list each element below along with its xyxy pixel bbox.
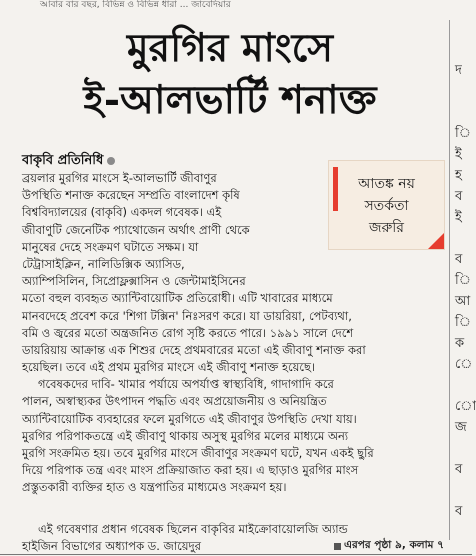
adjacent-column-glyph: ই bbox=[455, 147, 462, 162]
adjacent-column-glyph: দ bbox=[455, 63, 462, 78]
pull-quote-line-3: জরুরি bbox=[369, 220, 404, 236]
continued-on-page[interactable] bbox=[334, 538, 444, 555]
body-line: বমি ও জ্বরের মতো অন্ত্রজনিত রোগ সৃষ্টি করতে পারে। ১৯৯১ সালে দেশে bbox=[22, 325, 354, 340]
adjacent-column-glyph bbox=[455, 81, 472, 102]
bottom-divider bbox=[0, 554, 472, 555]
body-line: মতো বহুল ব্যবহৃত অ্যান্টিবায়োটিক প্রতিরোধী। এটি খাবারের মাধ্যমে bbox=[22, 291, 333, 306]
body-line: হয়েছিল। তবে এই প্রথম মুরগির মাংসে এই জীবাণু শনাক্ত হয়েছে। bbox=[22, 360, 316, 375]
continued-label: এরপর পৃষ্ঠা ৯, কলাম ৭ bbox=[344, 539, 444, 551]
adjacent-column-glyph: ি bbox=[455, 315, 471, 330]
adjacent-column-glyph: ি bbox=[455, 273, 471, 288]
adjacent-column-glyph: ব bbox=[455, 462, 463, 477]
body-line: উপস্থিতি শনাক্ত করেছেন সম্প্রতি বাংলাদেশ কৃষি bbox=[22, 188, 240, 203]
body-line: ডায়রিয়ায় আক্রান্ত এক শিশুর দেহে প্রথমবারের মতো এই জীবাণু শনাক্ত করা bbox=[22, 342, 366, 357]
body-line: দিয়ে পরিপাক তন্ত্র এবং মাংস প্রক্রিয়াজাত করা হয়। এ ছাড়াও মুরগির মাংস bbox=[22, 463, 359, 478]
adjacent-column-glyph: ক bbox=[455, 336, 465, 351]
adjacent-column-glyph bbox=[455, 480, 472, 501]
article-footer bbox=[22, 521, 444, 555]
body-line: পালন, অস্বাস্থ্যকর উৎপাদন পদ্ধতি এবং অপ্রয়োজনীয় ও অনিয়ন্ত্রিত bbox=[22, 394, 327, 409]
headline-line-1: মুরগির মাংসে bbox=[126, 25, 334, 71]
body-line: টেট্রাসাইক্লিন, নালিডিক্সিক অ্যাসিড, bbox=[22, 256, 185, 271]
bullet-dot-icon bbox=[107, 157, 115, 165]
adjacent-column-glyph: ই bbox=[455, 210, 462, 225]
adjacent-column-glyph: ো bbox=[455, 399, 476, 414]
adjacent-column-glyph bbox=[455, 102, 472, 123]
body-line: গবেষকদের দাবি- খামার পর্যায়ে অপর্যাপ্ত স্বাস্থ্যবিধি, গাদাগাদি করে bbox=[38, 377, 334, 392]
pull-quote-line-2: সতর্কতা bbox=[364, 198, 409, 214]
byline bbox=[22, 152, 115, 170]
article-body bbox=[22, 170, 444, 497]
body-line: অ্যাম্পিসিলিন, সিপ্রোফ্লক্সাসিন ও জেন্টামাইসিনের bbox=[22, 274, 246, 289]
body-line: ব্রয়লার মুরগির মাংসে ই-আলভার্টি জীবাণুর bbox=[22, 171, 217, 185]
adjacent-column-glyph: ে bbox=[455, 357, 473, 372]
body-line: বিশ্ববিদ্যালয়ের (বাকৃবি) একদল গবেষক। এই bbox=[22, 205, 222, 220]
adjacent-column-glyph: ব bbox=[455, 189, 463, 204]
adjacent-column-glyph: ব bbox=[455, 504, 463, 519]
byline-text: বাকৃবি প্রতিনিধি bbox=[22, 152, 104, 168]
body-line: জীবাণুটি জেনেটিক প্যাথোজেন অর্থাৎ প্রাণী থেকে bbox=[22, 222, 250, 237]
body-line: মুরগির পরিপাকতন্ত্রে এই জীবাণু থাকায় অসুস্থ মুরগির মলের মাধ্যমে অন্য bbox=[22, 428, 349, 443]
body-line: মানবদেহে প্রবেশ করে 'শিগা টক্সিন' নিঃসরণ করে। যা ডায়রিয়া, পেটব্যথা, bbox=[22, 308, 352, 323]
adjacent-column-glyph: ব bbox=[455, 252, 463, 267]
footer-line-2: হাইজিন বিভাগের অধ্যাপক ড. জায়েদুর bbox=[22, 539, 201, 554]
body-line: অ্যান্টিবায়োটিক ব্যবহারের ফলে মুরগিতে এই জীবাণুর উপস্থিতি দেখা যায়। bbox=[22, 411, 357, 426]
adjacent-column-glyph: জ bbox=[455, 420, 467, 435]
column-divider bbox=[449, 20, 450, 540]
square-bullet-icon bbox=[334, 543, 341, 550]
adjacent-column-glyph bbox=[455, 228, 472, 249]
adjacent-column-glyph: আ bbox=[455, 294, 471, 309]
pull-quote-line-1: আতঙ্ক নয় bbox=[358, 176, 415, 192]
footer-line-1: এই গবেষণার প্রধান গবেষক ছিলেন বাকৃবির মাইক্রোবায়োলজি অ্যান্ড bbox=[38, 522, 348, 536]
clipped-top-line bbox=[0, 0, 472, 10]
clipped-top-text: আবার বার বছর, বিভিন্ন ও বিভিন্ন ধারা ... জাবেদিয়ার bbox=[40, 0, 231, 10]
body-line: প্রস্তুতকারী ব্যক্তির হাত ও যন্ত্রপাতির মাধ্যমেও সংক্রমণ হয়। bbox=[22, 480, 287, 495]
headline bbox=[20, 22, 440, 126]
adjacent-column-glyph: ি bbox=[455, 126, 471, 141]
adjacent-column-glyph bbox=[455, 438, 472, 459]
headline-line-2: ই-আলভার্টি শনাক্ত bbox=[83, 77, 377, 123]
body-line: মুরগি সংক্রমিত হয়। তবে মুরগির মাংসে জীবাণুর সংক্রমণ ঘটে, যখন একই ছুরি bbox=[22, 446, 374, 460]
body-line: মানুষের দেহে সংক্রমণ ঘটাতে সক্ষম। যা bbox=[22, 239, 199, 254]
adjacent-column-glyph: হ bbox=[455, 168, 462, 183]
adjacent-column-fragment bbox=[455, 60, 476, 522]
adjacent-column-glyph bbox=[455, 375, 472, 396]
